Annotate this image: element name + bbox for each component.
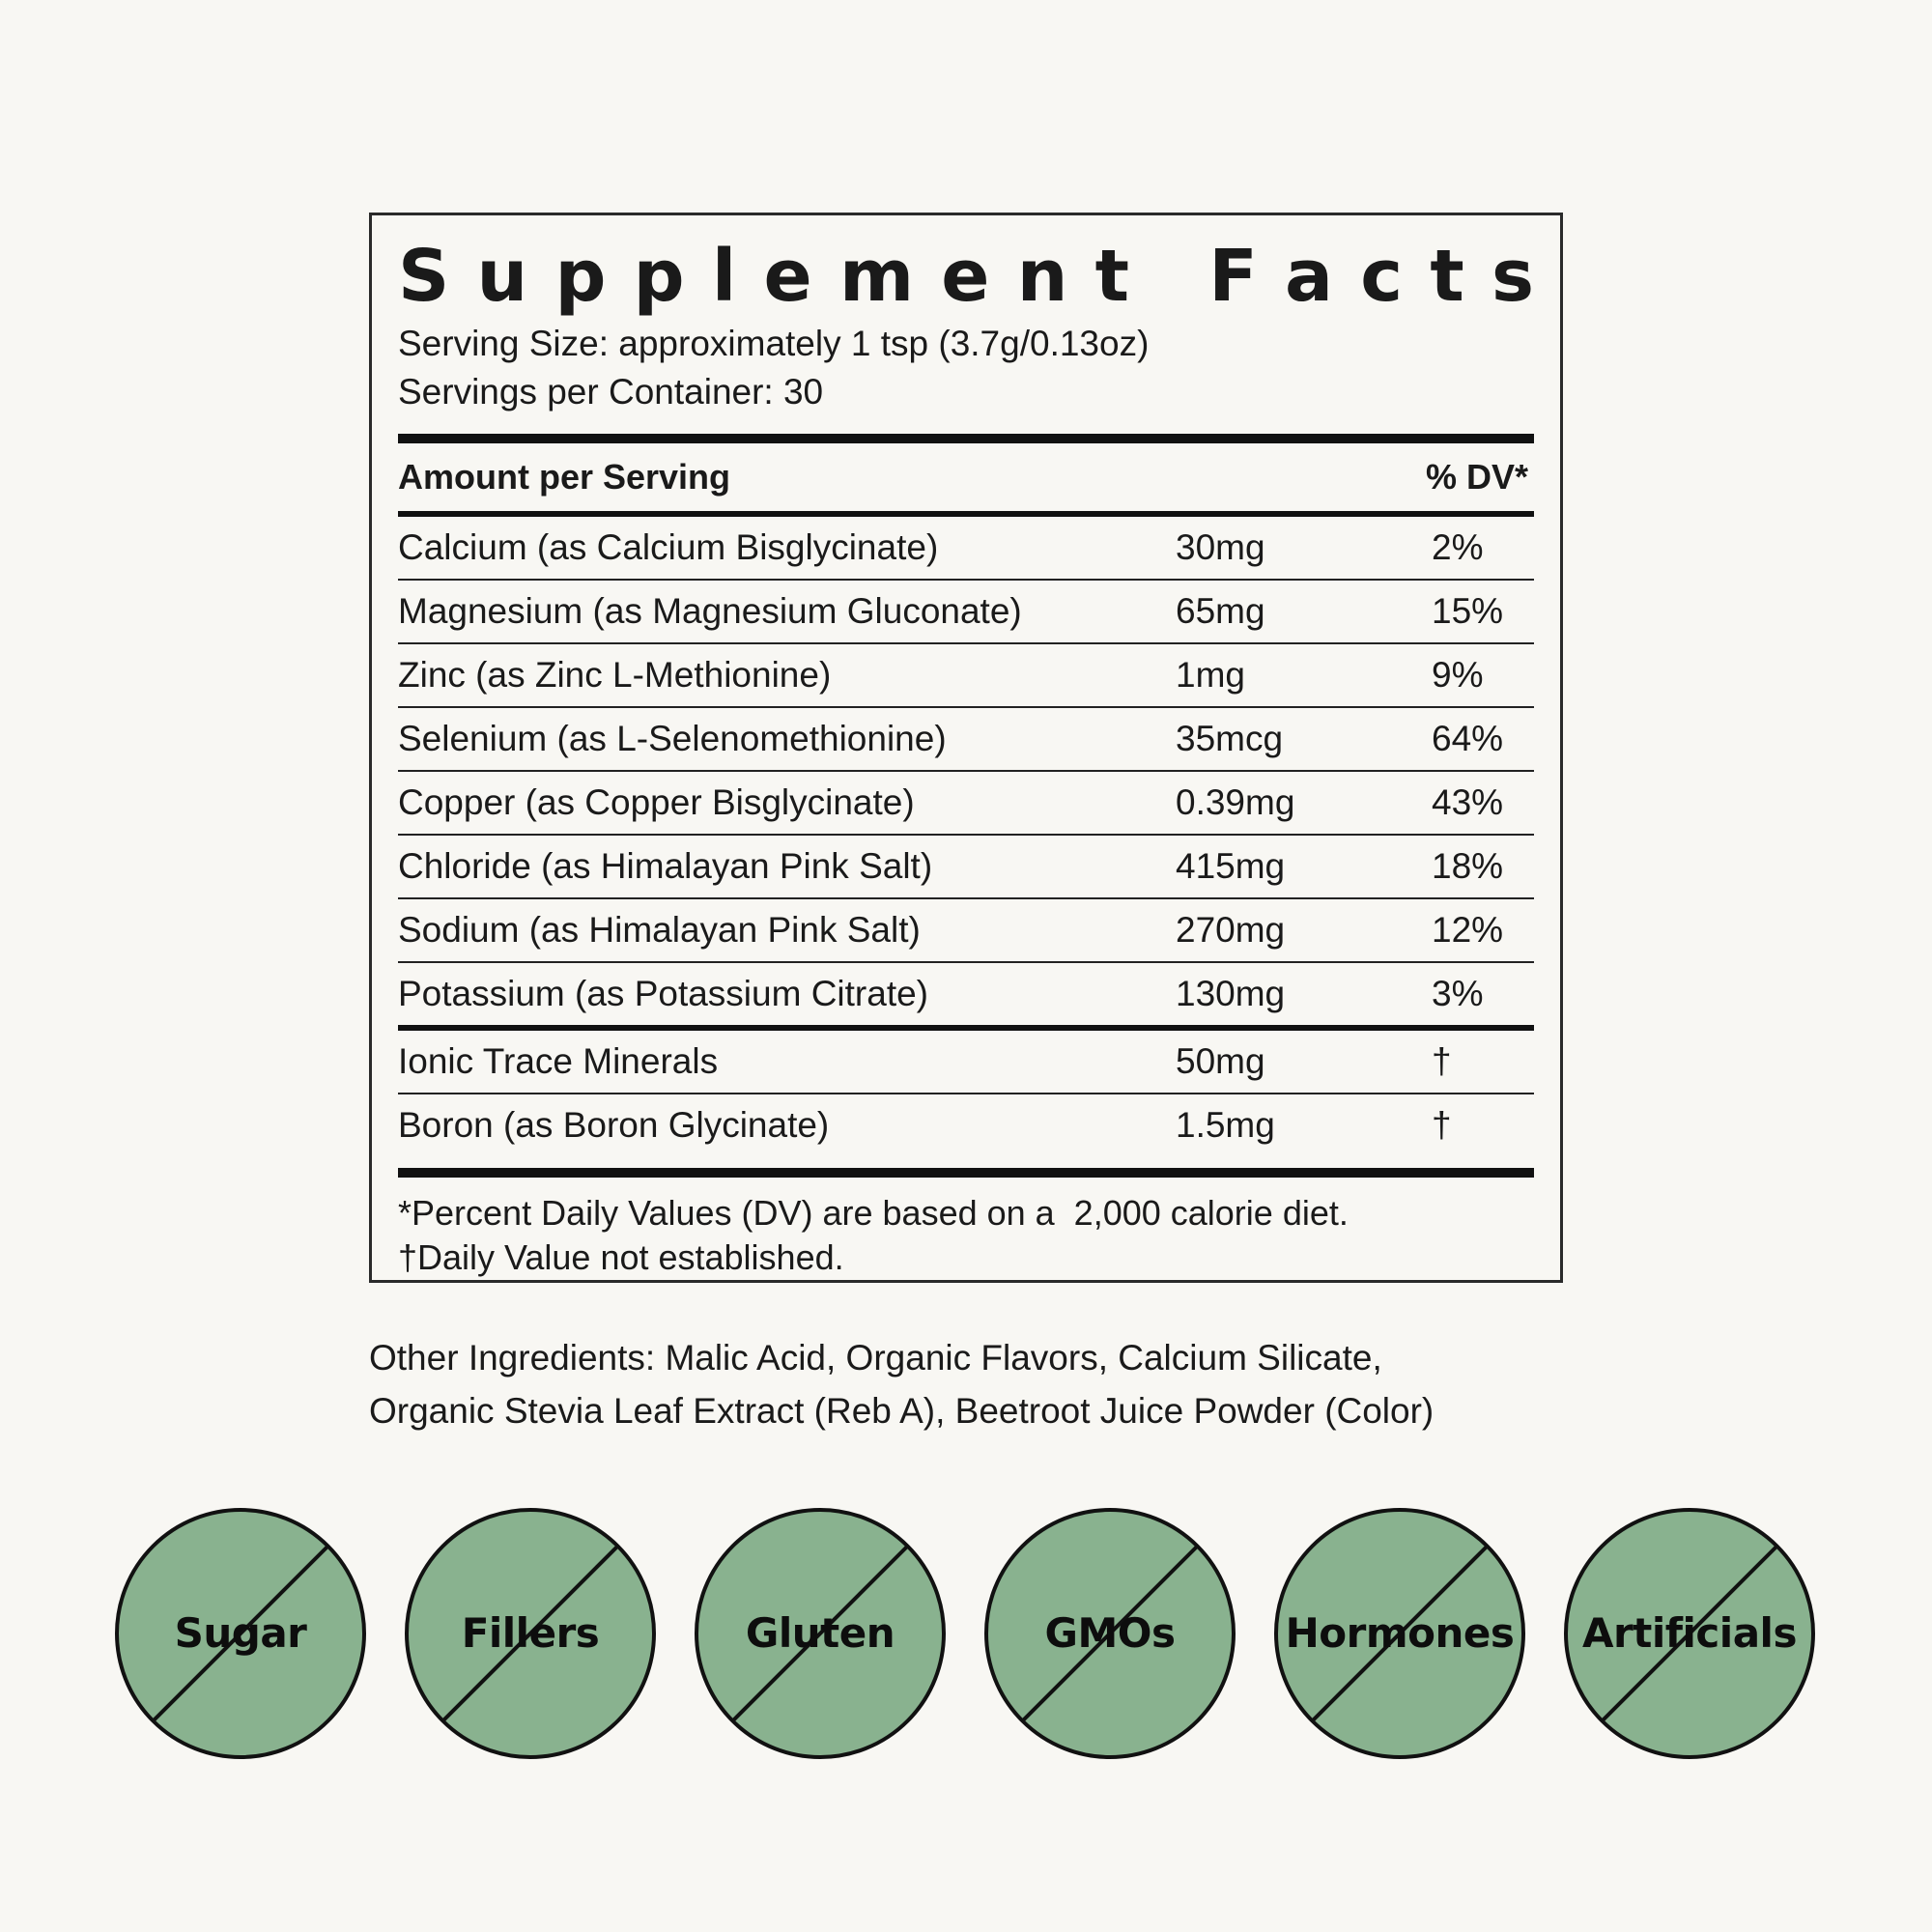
table-row: [398, 708, 1534, 770]
badge-label: Artificials: [1582, 1609, 1797, 1657]
badge-artificials: [1563, 1507, 1816, 1760]
badge-label: GMOs: [1044, 1609, 1176, 1657]
nutrient-table: [398, 517, 1534, 1025]
badge-label: Hormones: [1285, 1609, 1515, 1657]
badge-fillers: [404, 1507, 657, 1760]
nutrient-amount: 30mg: [1176, 527, 1265, 567]
footnote-dagger: †Daily Value not established.: [398, 1237, 844, 1277]
nutrient-name: Copper (as Copper Bisglycinate): [398, 782, 915, 822]
nutrient-dv: 15%: [1432, 591, 1504, 631]
nutrient-amount: 35mcg: [1176, 719, 1284, 758]
table-row: [398, 1031, 1534, 1093]
nutrient-name: Zinc (as Zinc L-Methionine): [398, 655, 832, 695]
table-row: [398, 1094, 1534, 1156]
supplement-facts-content: [398, 233, 1534, 1280]
nutrient-dv: †: [1432, 1105, 1452, 1145]
header-amount-per-serving: Amount per Serving: [398, 457, 731, 497]
badge-sugar: [114, 1507, 367, 1760]
table-row: [398, 517, 1534, 579]
nutrient-name: Magnesium (as Magnesium Gluconate): [398, 591, 1022, 631]
nutrient-name: Chloride (as Himalayan Pink Salt): [398, 846, 933, 886]
other-nutrient-table: [398, 1031, 1534, 1156]
nutrient-name: Boron (as Boron Glycinate): [398, 1105, 830, 1145]
table-row: [398, 772, 1534, 834]
facts-title: S u p p l e m e n t F a c t s: [398, 235, 1534, 318]
nutrient-dv: †: [1432, 1041, 1452, 1081]
badge-label: Gluten: [745, 1609, 895, 1657]
table-header: [398, 443, 1534, 511]
nutrient-dv: 3%: [1432, 974, 1484, 1013]
table-row: [398, 836, 1534, 897]
nutrient-amount: 415mg: [1176, 846, 1286, 886]
serving-size: Serving Size: approximately 1 tsp (3.7g/0.13oz): [398, 324, 1150, 363]
free-from-badges: [114, 1507, 1818, 1762]
nutrient-amount: 1.5mg: [1176, 1105, 1275, 1145]
nutrient-amount: 65mg: [1176, 591, 1265, 631]
nutrient-name: Sodium (as Himalayan Pink Salt): [398, 910, 921, 950]
nutrient-dv: 18%: [1432, 846, 1504, 886]
divider-thick: [398, 434, 1534, 443]
nutrient-amount: 1mg: [1176, 655, 1245, 695]
table-row: [398, 963, 1534, 1025]
nutrient-name: Calcium (as Calcium Bisglycinate): [398, 527, 939, 567]
nutrient-amount: 130mg: [1176, 974, 1286, 1013]
table-row: [398, 581, 1534, 642]
header-percent-dv: % DV*: [1426, 457, 1529, 497]
badge-label: Sugar: [174, 1609, 307, 1657]
nutrient-dv: 2%: [1432, 527, 1484, 567]
servings-per-container: Servings per Container: 30: [398, 372, 824, 412]
nutrient-amount: 50mg: [1176, 1041, 1265, 1081]
badge-gluten: [694, 1507, 947, 1760]
table-row: [398, 644, 1534, 706]
table-row: [398, 899, 1534, 961]
nutrient-dv: 43%: [1432, 782, 1504, 822]
badge-hormones: [1273, 1507, 1526, 1760]
nutrient-name: Selenium (as L-Selenomethionine): [398, 719, 947, 758]
other-ingredients-line: Other Ingredients: Malic Acid, Organic Flavors, Calcium Silicate,: [369, 1338, 1382, 1378]
nutrient-name: Potassium (as Potassium Citrate): [398, 974, 929, 1013]
badge-gmos: [983, 1507, 1236, 1760]
badge-label: Fillers: [461, 1609, 600, 1657]
other-ingredients: [369, 1331, 1625, 1437]
footnote-dv: *Percent Daily Values (DV) are based on a 2,000 calorie diet.: [398, 1193, 1349, 1233]
supplement-facts-panel: [369, 213, 1563, 1283]
nutrient-dv: 12%: [1432, 910, 1504, 950]
other-ingredients-line: Organic Stevia Leaf Extract (Reb A), Beetroot Juice Powder (Color): [369, 1391, 1435, 1431]
nutrient-amount: 270mg: [1176, 910, 1286, 950]
nutrient-dv: 64%: [1432, 719, 1504, 758]
footnotes: [398, 1191, 1534, 1280]
divider-thick: [398, 1168, 1534, 1178]
nutrient-amount: 0.39mg: [1176, 782, 1295, 822]
nutrient-dv: 9%: [1432, 655, 1484, 695]
nutrient-name: Ionic Trace Minerals: [398, 1041, 719, 1081]
